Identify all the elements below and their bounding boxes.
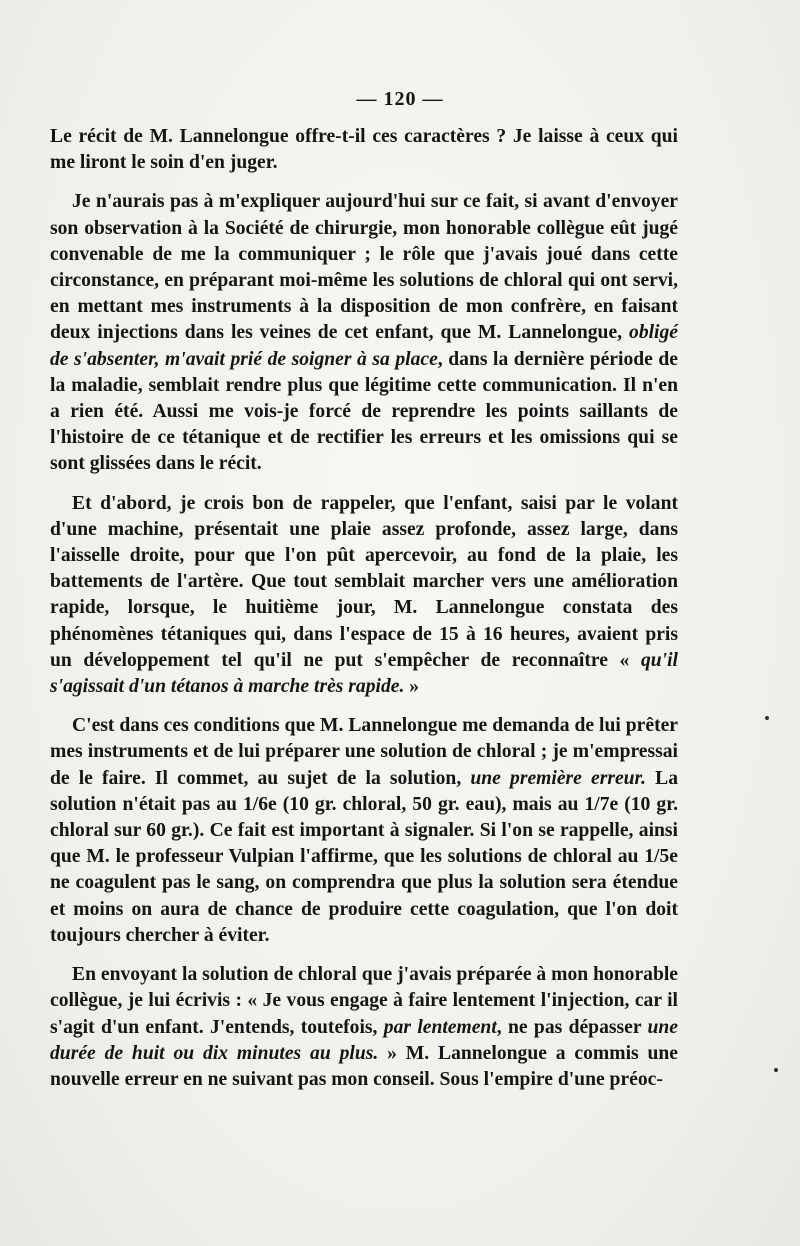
body-text: [50, 124, 678, 1106]
italic-segment: qu'il s'agissait d'un tétanos à marche très rapide.: [50, 649, 678, 698]
text-segment: La solution n'était pas au 1/6e (10 gr. chloral, 50 gr. eau), mais au 1/7e (10 gr. chloral sur 60 gr.). Ce fait est important à signaler. Si l'on se rappelle, ainsi que M. le professeur Vulpian l'affirme, que les solutions de chloral au 1/5e ne coagulent pas le sang, on comprendra que plus la solution sera étendue et moins on aura de chance de produire cette coagulation, que l'on doit toujours chercher à éviter.: [50, 767, 679, 946]
scan-speck: [774, 1068, 778, 1072]
italic-segment: une première erreur.: [470, 767, 646, 789]
text-segment: » M. Lannelongue a commis une nouvelle erreur en ne suivant pas mon conseil. Sous l'empire d'une préoc-: [50, 1042, 678, 1090]
italic-segment: obligé de s'absenter, m'avait prié de soigner à sa place: [50, 322, 678, 370]
italic-segment: par lentement: [383, 1016, 497, 1038]
scan-speck: [765, 716, 769, 720]
italic-segment: une durée de huit ou dix minutes au plus.: [50, 1016, 678, 1064]
paragraph-4: [50, 713, 678, 949]
text-segment: En envoyant la solution de chloral que j'avais préparée à mon honorable collègue, je lui écrivis : « Je vous engage à faire lentement l'injection, car il s'agit d'un enfant. J'entends, toutefois,: [50, 964, 678, 1038]
paragraph-5: [50, 962, 678, 1093]
paragraph-2: [50, 189, 678, 477]
text-segment: Je n'aurais pas à m'expliquer aujourd'hui sur ce fait, si avant d'envoyer son observation à la Société de chirurgie, mon honorable collègue eût jugé convenable de me la communiquer ; le rôle que j'avais joué dans cette circonstance, en préparant moi-même les solutions de chloral qui ont servi, en mettant mes instruments à la disposition de mon confrère, en faisant deux injections dans les veines de cet enfant, que M. Lannelongue,: [50, 191, 678, 344]
text-segment: , ne pas dépasser: [496, 1016, 648, 1038]
text-segment: Le récit de M. Lannelongue offre-t-il ces caractères ? Je laisse à ceux qui me liront le soin d'en juger.: [50, 126, 678, 174]
text-segment: Et d'abord, je crois bon de rappeler, que l'enfant, saisi par le volant d'une machine, présentait une plaie assez profonde, assez large, dans l'aisselle droite, pour que l'on pût apercevoir, au fond de la plaie, les battements de l'artère. Que tout semblait marcher vers une amélioration rapide, lorsque, le huitième jour, M. Lannelongue constata des phénomènes tétaniques qui, dans l'espace de 15 à 16 heures, avaient pris un développement tel qu'il ne put s'empêcher de reconnaître «: [50, 492, 678, 671]
text-segment: C'est dans ces conditions que M. Lannelongue me demanda de lui prêter mes instruments et de lui préparer une solution de chloral ; je m'empressai de le faire. Il commet, au sujet de la solution,: [50, 715, 678, 789]
text-segment: , dans la dernière période de la maladie, semblait rendre plus que légitime cette communication. Il n'en a rien été. Aussi me vois-je forcé de reprendre les points saillants de l'histoire de ce tétanique et de rectifier les erreurs et les omissions qui se sont glissées dans le récit.: [50, 348, 678, 475]
paragraph-1: [50, 124, 678, 176]
page-number: — 120 —: [356, 88, 444, 110]
text-segment: »: [404, 676, 420, 698]
paragraph-3: [50, 491, 678, 701]
